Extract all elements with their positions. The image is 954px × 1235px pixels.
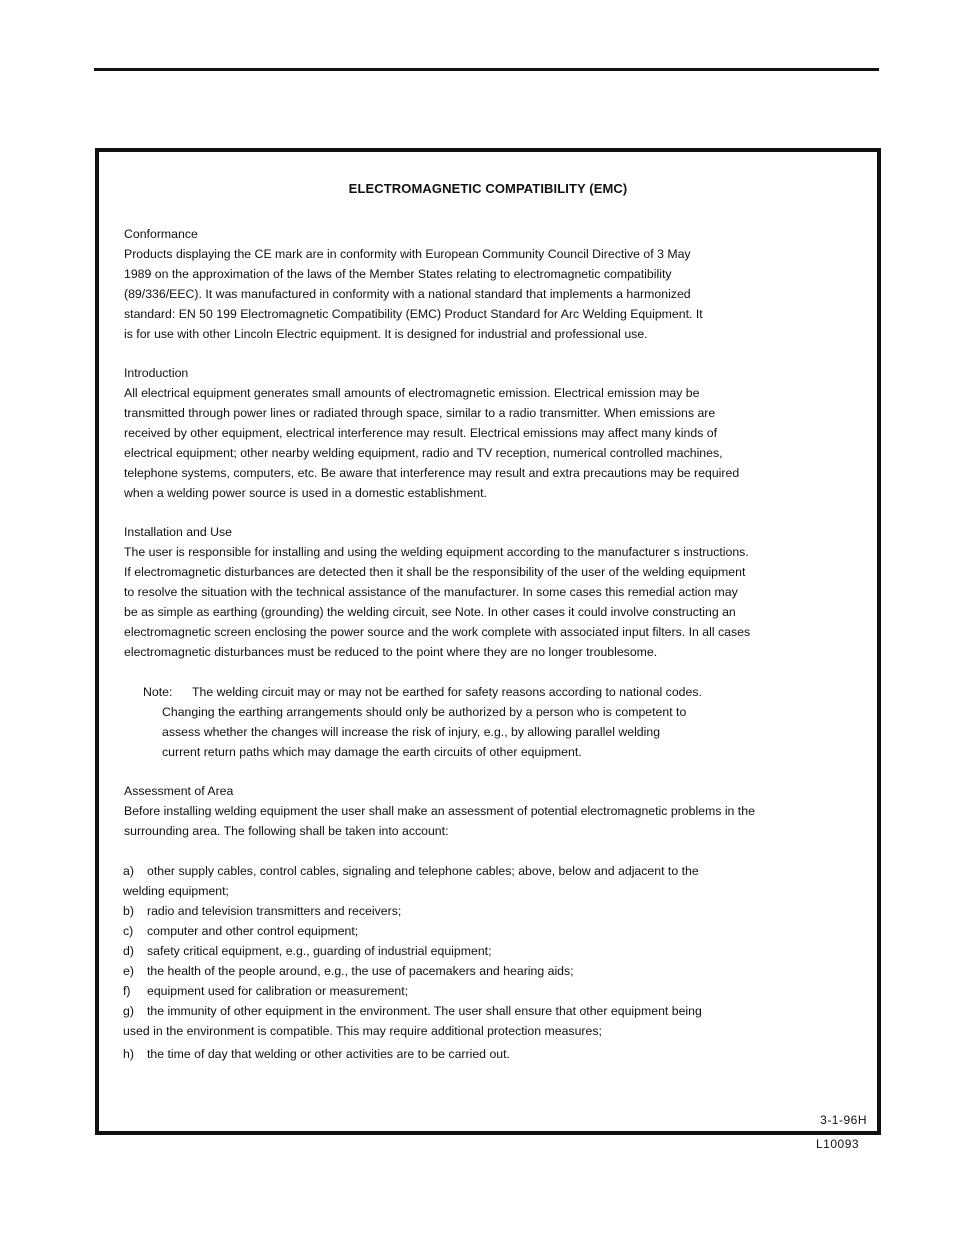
- section-heading: Assessment of Area: [124, 784, 234, 798]
- top-rule: [94, 68, 879, 71]
- text-line: The user is responsible for installing and using the welding equipment according to the manufacturer s instructions.: [124, 545, 749, 559]
- emc-notice-frame: [95, 148, 881, 1135]
- document-code: L10093: [816, 1137, 860, 1151]
- note-block: [143, 682, 702, 762]
- list-marker: c): [123, 924, 134, 938]
- text-line: telephone systems, computers, etc. Be aware that interference may result and extra precautions may be required: [124, 466, 740, 480]
- list-item: [123, 1001, 702, 1021]
- introduction-section: [124, 363, 824, 503]
- text-line: be as simple as earthing (grounding) the welding circuit, see Note. In other cases it could involve constructing an: [124, 605, 736, 619]
- section-heading: Introduction: [124, 366, 189, 380]
- list-marker: h): [123, 1047, 134, 1061]
- list-marker: g): [123, 1004, 134, 1018]
- text-line: Products displaying the CE mark are in conformity with European Community Council Directive of 3 May: [124, 247, 691, 261]
- text-line: If electromagnetic disturbances are detected then it shall be the responsibility of the user of the welding equipment: [124, 565, 746, 579]
- installation-section: [124, 522, 824, 662]
- text-line: when a welding power source is used in a domestic establishment.: [124, 486, 487, 500]
- text-line: 1989 on the approximation of the laws of the Member States relating to electromagnetic compatibility: [124, 267, 672, 281]
- consideration-list: [123, 861, 702, 1064]
- text-line: is for use with other Lincoln Electric equipment. It is designed for industrial and professional use.: [124, 327, 648, 341]
- list-item: [123, 1044, 702, 1064]
- list-text: radio and television transmitters and receivers;: [147, 904, 402, 918]
- note-line: current return paths which may damage the earth circuits of other equipment.: [162, 745, 582, 759]
- list-marker: b): [123, 904, 134, 918]
- conformance-section: [124, 224, 824, 344]
- section-heading: Installation and Use: [124, 525, 233, 539]
- text-line: to resolve the situation with the technical assistance of the manufacturer. In some cases this remedial action may: [124, 585, 738, 599]
- text-line: electromagnetic screen enclosing the power source and the work complete with associated input filters. In all cases: [124, 625, 751, 639]
- list-item: [123, 981, 702, 1001]
- note-line: Changing the earthing arrangements should only be authorized by a person who is competent to: [162, 705, 687, 719]
- assessment-section: [124, 781, 824, 841]
- section-heading: Conformance: [124, 227, 198, 241]
- text-line: (89/336/EEC). It was manufactured in conformity with a national standard that implements a harmonized: [124, 287, 691, 301]
- list-text-continued: used in the environment is compatible. This may require additional protection measures;: [123, 1024, 602, 1038]
- text-line: electrical equipment; other nearby welding equipment, radio and TV reception, numerical controlled machines,: [124, 446, 723, 460]
- text-line: standard: EN 50 199 Electromagnetic Compatibility (EMC) Product Standard for Arc Welding Equipment. It: [124, 307, 703, 321]
- list-text-continued: welding equipment;: [123, 884, 229, 898]
- text-line: received by other equipment, electrical interference may result. Electrical emissions may affect many kinds of: [124, 426, 718, 440]
- note-label: Note:: [143, 685, 173, 699]
- list-text: the time of day that welding or other activities are to be carried out.: [147, 1047, 510, 1061]
- list-marker: a): [123, 864, 134, 878]
- list-text: the health of the people around, e.g., the use of pacemakers and hearing aids;: [147, 964, 574, 978]
- list-text: the immunity of other equipment in the environment. The user shall ensure that other equipment being: [147, 1004, 702, 1018]
- list-text: safety critical equipment, e.g., guarding of industrial equipment;: [147, 944, 492, 958]
- notice-title: ELECTROMAGNETIC COMPATIBILITY (EMC): [348, 181, 628, 196]
- list-text: other supply cables, control cables, signaling and telephone cables; above, below and adjacent to the: [147, 864, 699, 878]
- list-marker: f): [123, 984, 131, 998]
- revision-code: 3-1-96H: [820, 1113, 867, 1127]
- text-line: Before installing welding equipment the user shall make an assessment of potential electromagnetic problems in the: [124, 804, 755, 818]
- note-line: The welding circuit may or may not be earthed for safety reasons according to national codes.: [192, 685, 702, 699]
- text-line: transmitted through power lines or radiated through space, similar to a radio transmitter. When emissions are: [124, 406, 716, 420]
- list-text: computer and other control equipment;: [147, 924, 359, 938]
- list-item: [123, 941, 702, 961]
- text-line: All electrical equipment generates small amounts of electromagnetic emission. Electrical emission may be: [124, 386, 700, 400]
- text-line: electromagnetic disturbances must be reduced to the point where they are no longer troublesome.: [124, 645, 658, 659]
- list-marker: e): [123, 964, 134, 978]
- text-line: surrounding area. The following shall be taken into account:: [124, 824, 449, 838]
- list-item: [123, 961, 702, 981]
- note-line: assess whether the changes will increase the risk of injury, e.g., by allowing parallel welding: [162, 725, 661, 739]
- list-marker: d): [123, 944, 134, 958]
- list-text: equipment used for calibration or measurement;: [147, 984, 409, 998]
- list-item: [123, 901, 702, 921]
- list-item: [123, 861, 702, 881]
- list-item: [123, 921, 702, 941]
